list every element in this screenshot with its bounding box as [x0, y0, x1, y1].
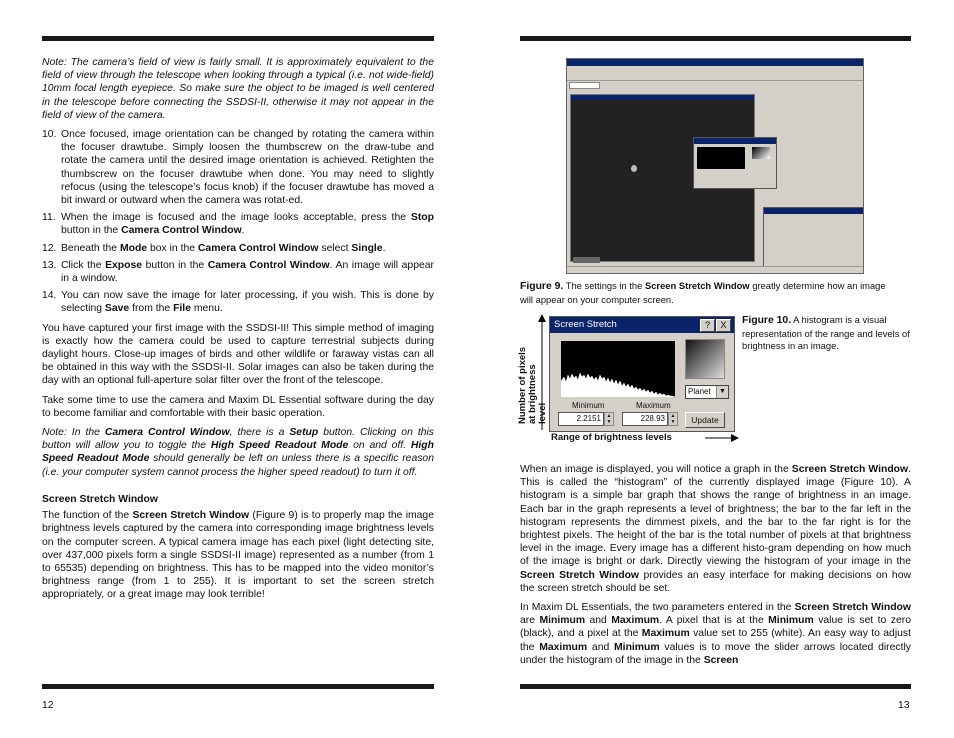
minimum-label: Minimum [572, 401, 605, 410]
paragraph-min-max: In Maxim DL Essentials, the two parameters entered in the Screen Stretch Window are Minimum and Maximum. A pixel that is at the Minimum value is set to zero (black), and a pixel at the Maximum value set to 255 (white). An easy way to adjust the Maximum and Minimum values is to move the slider arrows located directly under the histogram of the image in the Screen [520, 602, 912, 666]
right-page-column [520, 463, 911, 673]
step-14: 14. You can now save the image for later processing, if you wish. This is done by selecting Save from the File menu. [42, 290, 434, 315]
histogram-display [561, 341, 675, 397]
dialog-titlebar [550, 317, 734, 333]
step-12: 12. Beneath the Mode box in the Camera Control Window select Single. [42, 242, 386, 254]
app-toolbar [567, 72, 863, 81]
page-number-right: 13 [898, 700, 910, 711]
mini-screen-stretch-window [693, 137, 777, 189]
step-10: 10. Once focused, image orientation can be changed by rotating the camera within the focuser drawtube. Simply loosen the thumbscrew on the draw-tube and rotate the camera until the desired image orientation is achieved. Retighten the thumbscrew on the focuser drawtube when done. You may need to slightly refocus (using the telescope’s focus knob) if the focuser drawtube has moved a bit inward or outward when the camera was rotat-ed. [42, 129, 434, 207]
y-axis-label: Number of pixels at brightness level [517, 346, 548, 424]
top-rule-left [42, 36, 434, 41]
star-blob [631, 165, 637, 172]
image-window-titlebar [571, 95, 754, 100]
mode-select[interactable]: Planet ▼ [685, 385, 729, 399]
figure-10-caption: Figure 10. A histogram is a visual representation of the range and levels of brightness in an image. [742, 314, 910, 351]
maximum-spinner[interactable]: ▲ ▼ [668, 412, 678, 426]
update-button[interactable]: Update [685, 412, 725, 428]
image-tab [569, 82, 600, 89]
step-11: 11. When the image is focused and the image looks acceptable, press the Stop button in the Camera Control Window. [42, 212, 434, 237]
note-field-of-view: Note: The camera’s field of view is fairly small. It is approximately equivalent to the field of view through the telescope when looking through a typical (i.e. not wide-field) 10mm focal length eyepiece. So make sure the object to be imaged is well centered in the telescope before connecting the SSDSI-II, otherwise it may not appear in the field of view of the camera. [42, 57, 434, 121]
mini-task-button [573, 257, 600, 263]
close-button[interactable]: X [716, 319, 731, 332]
mini-camera-control-window [763, 207, 864, 273]
bottom-rule-right [520, 684, 911, 689]
top-rule-right [520, 36, 911, 41]
x-axis-label: Range of brightness levels [551, 432, 672, 443]
dialog-title: Screen Stretch [554, 319, 617, 330]
paragraph-histogram: When an image is displayed, you will notice a graph in the Screen Stretch Window. This is called the “histogram” of the currently displayed image (Figure 10). A histogram is a simple bar graph that shows the range of brightness in an image. Each bar in the graph represents a level of brightness; the bar to the far left in the histogram represents the dimmest pixels, and the bar to the far right is for the brightest pixels. The height of the bar is the total number of pixels at that brightness level in the image. Every image has a different histo-gram depending on how much of the image is bright or dark. Directly viewing the histogram of your image in the Screen Stretch Window provides an easy interface for making decisions on how the screen stretch should be set. [520, 464, 911, 594]
section-heading-screen-stretch: Screen Stretch Window [42, 493, 158, 505]
help-button[interactable]: ? [700, 319, 715, 332]
stretch-preview-gradient [685, 339, 725, 379]
left-page-column [42, 56, 434, 608]
page-number-left: 12 [42, 700, 54, 711]
chevron-down-icon: ▼ [716, 386, 728, 398]
mini-gradient [752, 147, 770, 159]
paragraph-practice: Take some time to use the camera and Maxim DL Essential software during the day to become familiar and comfortable with their basic operation. [42, 394, 434, 419]
paragraph-first-image: You have captured your first image with the SSDSI-II! This simple method of imaging is exactly how the camera could be used to capture terrestrial subjects during daylight hours. Close-up images of birds and other wildlife or faraway vistas can all be obtained in this way with the SSDSI-II. Solar images can also be taken during the day with an optional full-aperture solar filter over the front of the telescope. [42, 322, 434, 387]
histogram-bars [561, 341, 675, 397]
mini-histogram [697, 147, 745, 169]
bottom-rule-left [42, 684, 434, 689]
screen-stretch-dialog [549, 316, 735, 432]
app-titlebar [567, 59, 863, 66]
maximum-input[interactable]: 228.93 [622, 412, 668, 426]
note-high-speed-readout: Note: In the Camera Control Window, there is a Setup button. Clicking on this button will allow you to toggle the High Speed Readout Mode on and off. High Speed Readout Mode should generally be left on unless there is a specific reason (i.e. your computer system cannot process the higher speed readout) to turn it off. [42, 427, 435, 478]
app-statusbar [567, 266, 864, 273]
step-13: 13. Click the Expose button in the Camera Control Window. An image will appear in a window. [42, 259, 435, 285]
maximum-label: Maximum [636, 401, 671, 410]
figure-9-screenshot [566, 58, 864, 274]
figure-9-caption: Figure 9. The settings in the Screen Stretch Window greatly determine how an image will appear on your computer screen. [520, 280, 886, 305]
steps-list [42, 128, 434, 316]
minimum-input[interactable]: 2.2151 [558, 412, 604, 426]
paragraph-screen-stretch-function: The function of the Screen Stretch Window (Figure 9) is to properly map the image brightness levels captured by the camera into corresponding image brightness levels on the computer screen. A typical camera image has each pixel (light detecting site, over 437,000 pixels form a single SSDSI-II image) represented as a number (from 1 to 65535) depending on brightness. This has to be mapped into the video monitor’s brightness range (from 1 to 255). It is important to set the screen stretch appropriately, or a great image may look terrible! [42, 510, 434, 601]
minimum-spinner[interactable]: ▲ ▼ [604, 412, 614, 426]
x-axis-arrow [705, 433, 739, 443]
